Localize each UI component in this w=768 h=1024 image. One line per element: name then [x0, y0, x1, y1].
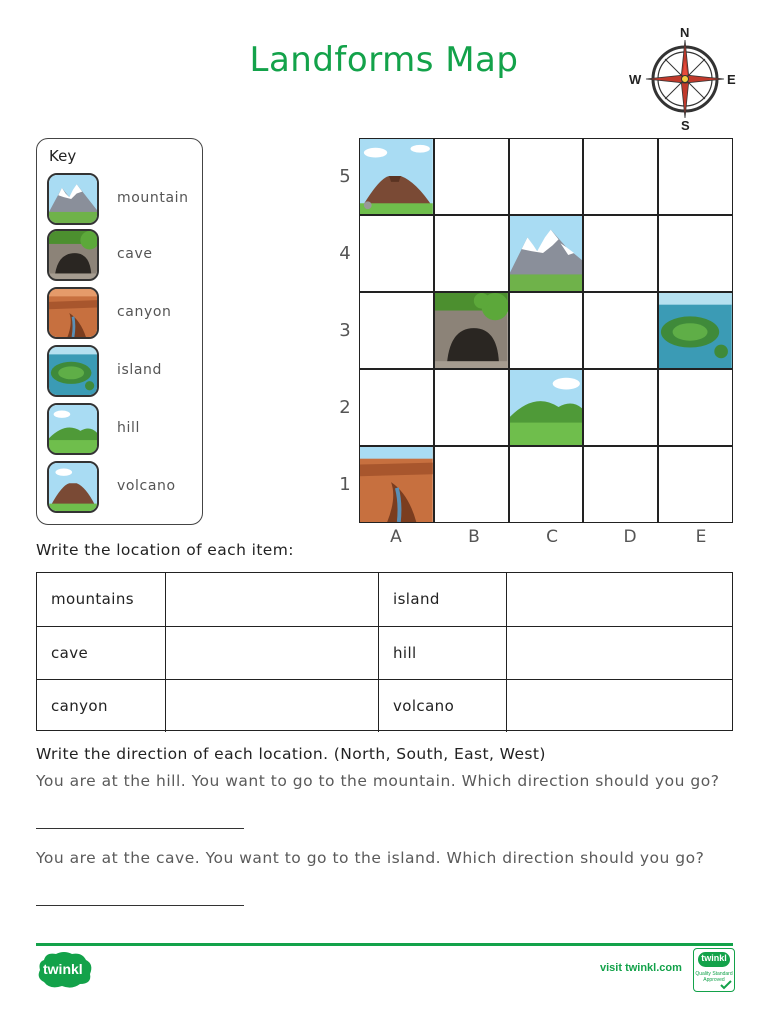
grid-cell-e3 [658, 292, 733, 369]
grid-column-label: E [695, 527, 707, 547]
grid-cell-c5 [509, 138, 584, 215]
grid-cell-a5 [359, 138, 434, 215]
checkmark-icon [720, 980, 732, 990]
table-cell [378, 573, 506, 626]
island-location-input[interactable] [507, 573, 732, 626]
key-item-canyon [47, 287, 197, 341]
table-row [37, 626, 732, 679]
hill-location-input[interactable] [507, 627, 732, 679]
direction-question-1: You are at the hill. You want to go to the mountain. Which direction should you go? [36, 772, 720, 790]
mountains-location-input[interactable] [166, 573, 378, 626]
grid-row-label: 2 [339, 397, 351, 418]
landform-name: hill [393, 644, 417, 662]
grid-column-label: C [546, 527, 558, 547]
footer-divider [36, 943, 733, 946]
landform-grid [359, 138, 733, 523]
grid-cell-b2 [434, 369, 509, 446]
key-label: volcano [117, 478, 176, 494]
badge-brand: twinkl [701, 953, 727, 963]
canyon-icon [47, 287, 99, 339]
answer-cell[interactable] [506, 627, 732, 679]
cave-icon [47, 229, 99, 281]
grid-cell-e1 [658, 446, 733, 523]
table-cell [378, 627, 506, 679]
grid-cell-a2 [359, 369, 434, 446]
volcano-location-input[interactable] [507, 680, 732, 732]
compass-west-label: W [629, 72, 642, 87]
cave-icon [435, 293, 508, 368]
grid-cell-d3 [583, 292, 658, 369]
grid-row-label: 5 [339, 166, 351, 187]
compass-rose [625, 22, 745, 134]
table-row [37, 573, 732, 626]
page-title: Landforms Map [249, 40, 519, 80]
grid-cell-b5 [434, 138, 509, 215]
grid-cell-e4 [658, 215, 733, 292]
grid-cell-b3 [434, 292, 509, 369]
answer-cell[interactable] [506, 573, 732, 626]
canyon-location-input[interactable] [166, 680, 378, 732]
grid-row-label: 3 [339, 320, 351, 341]
twinkl-logo-text: twinkl [43, 961, 83, 977]
grid-cell-b1 [434, 446, 509, 523]
grid-cell-d4 [583, 215, 658, 292]
key-label: island [117, 362, 163, 378]
grid-row-label: 4 [339, 243, 351, 264]
key-label: mountain [117, 190, 189, 206]
quality-badge [693, 948, 735, 992]
table-cell [37, 627, 165, 679]
landform-name: cave [51, 644, 89, 662]
hill-icon [47, 403, 99, 455]
landform-name: volcano [393, 697, 455, 715]
compass-east-label: E [727, 72, 736, 87]
island-icon [659, 293, 732, 368]
grid-cell-c3 [509, 292, 584, 369]
key-item-mountain [47, 173, 197, 227]
badge-text: Quality Standard Approved [695, 971, 733, 983]
grid-column-label: D [623, 527, 637, 547]
island-icon [47, 345, 99, 397]
direction-heading: Write the direction of each location. (North, South, East, West) [36, 745, 546, 763]
canyon-icon [360, 447, 433, 522]
mountain-icon [47, 173, 99, 225]
volcano-icon [360, 139, 433, 214]
grid-row-label: 1 [339, 474, 351, 495]
visit-twinkl-link[interactable]: visit twinkl.com [600, 962, 682, 974]
landform-name: canyon [51, 697, 108, 715]
grid-cell-d5 [583, 138, 658, 215]
direction-question-2: You are at the cave. You want to go to the island. Which direction should you go? [36, 849, 705, 867]
grid-cell-a4 [359, 215, 434, 292]
grid-cell-b4 [434, 215, 509, 292]
grid-cell-d2 [583, 369, 658, 446]
table-cell [37, 680, 165, 732]
key-label: canyon [117, 304, 172, 320]
location-heading: Write the location of each item: [36, 541, 294, 559]
answer-cell[interactable] [506, 680, 732, 732]
key-item-hill [47, 403, 197, 457]
key-title: Key [49, 147, 77, 165]
landform-name: island [393, 590, 440, 608]
twinkl-logo [36, 950, 94, 990]
volcano-icon [47, 461, 99, 513]
location-table [36, 572, 733, 731]
grid-cell-c2 [509, 369, 584, 446]
compass-south-label: S [681, 118, 690, 133]
key-label: cave [117, 246, 153, 262]
grid-cell-d1 [583, 446, 658, 523]
grid-column-label: A [390, 527, 402, 547]
grid-cell-a1 [359, 446, 434, 523]
grid-cell-c1 [509, 446, 584, 523]
hill-icon [510, 370, 583, 445]
landform-name: mountains [51, 590, 134, 608]
mountain-icon [510, 216, 583, 291]
key-item-volcano [47, 461, 197, 515]
key-label: hill [117, 420, 140, 436]
cave-location-input[interactable] [166, 627, 378, 679]
table-cell [378, 680, 506, 732]
table-row [37, 679, 732, 732]
answer-cell[interactable] [165, 627, 378, 679]
answer-cell[interactable] [165, 680, 378, 732]
grid-cell-c4 [509, 215, 584, 292]
grid-column-label: B [468, 527, 480, 547]
key-item-cave [47, 229, 197, 283]
map-key [36, 138, 203, 525]
table-cell [37, 573, 165, 626]
key-item-island [47, 345, 197, 399]
answer-cell[interactable] [165, 573, 378, 626]
grid-cell-a3 [359, 292, 434, 369]
grid-cell-e2 [658, 369, 733, 446]
answer-line-2[interactable] [36, 905, 244, 906]
answer-line-1[interactable] [36, 828, 244, 829]
grid-cell-e5 [658, 138, 733, 215]
compass-north-label: N [680, 25, 690, 40]
